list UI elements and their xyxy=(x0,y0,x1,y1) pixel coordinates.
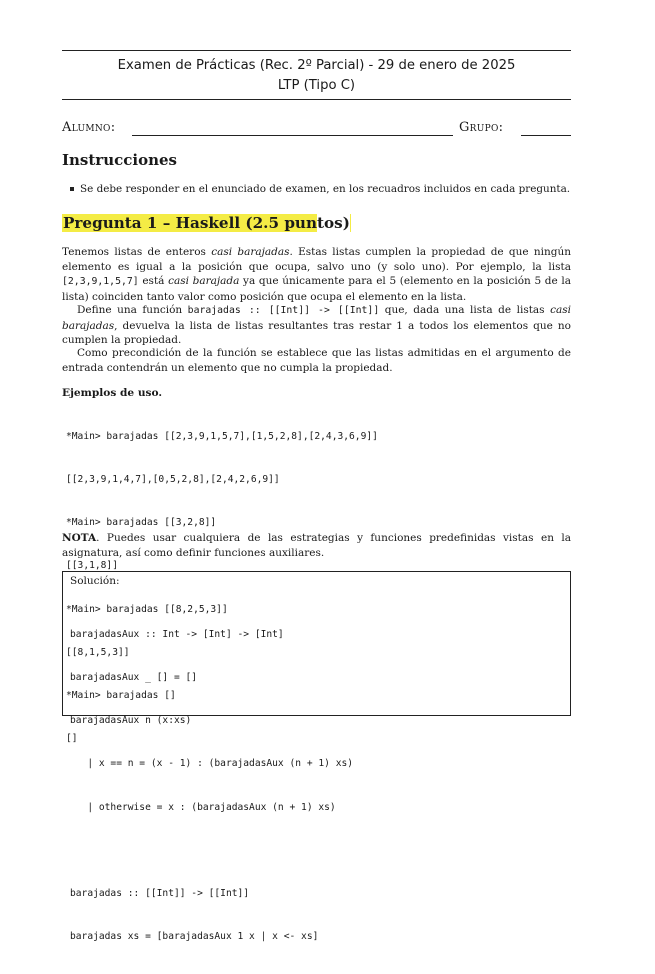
instructions-title: Instrucciones xyxy=(62,151,177,169)
code-line: [[3,1,8]] xyxy=(66,560,118,572)
instructions-item xyxy=(80,183,570,195)
question-paragraph-1: Tenemos listas de enteros casi barajadas. Estas listas cumplen la propiedad de que ningún elemento es igual a la posición que ocupa, salvo uno (y solo uno). Por ejemplo, la lista [2,3,9,1,5,7] está casi barajada ya que únicamente para el 5 (elemento en la posición 5 de la lista) coinciden tanto valor como posición que ocupa el elemento en la lista. xyxy=(62,246,572,303)
code-line: | otherwise = x : (barajadasAux (n + 1) xs) xyxy=(70,801,336,813)
code-line: | x == n = (x - 1) : (barajadasAux (n + 1) xs) xyxy=(70,758,354,770)
grupo-label: Grupo: xyxy=(459,120,504,135)
code-line: barajadasAux n (x:xs) xyxy=(70,715,192,727)
code-line xyxy=(70,844,353,858)
code-line: [[2,3,9,1,4,7],[0,5,2,8],[2,4,2,6,9]] xyxy=(66,474,280,486)
question-title xyxy=(62,214,351,232)
bullet-icon xyxy=(70,187,74,191)
code-line: barajadas xs = [barajadasAux 1 x | x <- xs] xyxy=(70,931,319,943)
question-title-highlighted: Pregunta 1 – Haskell (2.5 pun xyxy=(63,214,318,232)
note-paragraph xyxy=(62,531,571,560)
exam-title: Examen de Prácticas (Rec. 2º Parcial) - 29 de enero de 2025 xyxy=(117,58,516,73)
alumno-blank-line xyxy=(132,135,453,136)
note-label: NOTA xyxy=(62,532,97,544)
code-line: barajadasAux _ [] = [] xyxy=(70,672,198,684)
code-line: *Main> barajadas [[3,2,8]] xyxy=(66,517,217,529)
grupo-blank-line xyxy=(521,135,571,136)
code-line: barajadas :: [[Int]] -> [[Int]] xyxy=(70,888,250,900)
code-line: *Main> barajadas [[8,2,5,3]] xyxy=(66,603,228,615)
example-list: [2,3,9,1,5,7] xyxy=(62,276,139,287)
examples-title: Ejemplos de uso. xyxy=(62,387,163,399)
exam-subtitle: LTP (Tipo C) xyxy=(277,78,356,93)
exam-header xyxy=(62,56,571,96)
code-line: *Main> barajadas [[2,3,9,1,5,7],[1,5,2,8],[2,4,3,6,9]] xyxy=(66,430,378,442)
solution-code-block xyxy=(70,599,353,974)
solution-box[interactable] xyxy=(62,571,571,943)
question-paragraph-2: Define una función barajadas :: [[Int]] -> [[Int]] que, dada una lista de listas casi barajadas, devuelva la lista de listas resultantes tras restar 1 a todos los elementos que no cumplen la propiedad. xyxy=(62,304,571,346)
alumno-label: Alumno: xyxy=(62,120,116,135)
question-title-rest: tos) xyxy=(317,214,350,232)
code-line: [] xyxy=(66,733,78,745)
instructions-item-text: Se debe responder en el enunciado de examen, en los recuadros incluidos en cada pregunta. xyxy=(80,183,571,195)
code-line: [[8,1,5,3]] xyxy=(66,646,130,658)
note-text: . Puedes usar cualquiera de las estrategias y funciones predefinidas vistas en la asignatura, así como definir funciones auxiliares. xyxy=(62,532,571,559)
header-top-rule xyxy=(62,50,571,51)
function-signature: barajadas :: [[Int]] -> [[Int]] xyxy=(187,305,380,316)
student-info-row xyxy=(62,120,571,140)
question-paragraph-3: Como precondición de la función se establece que las listas admitidas en el argumento de entrada contendrán un elemento que no cumpla la propiedad. xyxy=(62,347,571,374)
code-line: barajadasAux :: Int -> [Int] -> [Int] xyxy=(70,628,284,640)
header-bottom-rule xyxy=(62,99,571,100)
code-line: *Main> barajadas [] xyxy=(66,690,176,702)
term-casi-barajadas: casi barajadas xyxy=(211,246,290,258)
solution-label: Solución: xyxy=(70,575,120,587)
